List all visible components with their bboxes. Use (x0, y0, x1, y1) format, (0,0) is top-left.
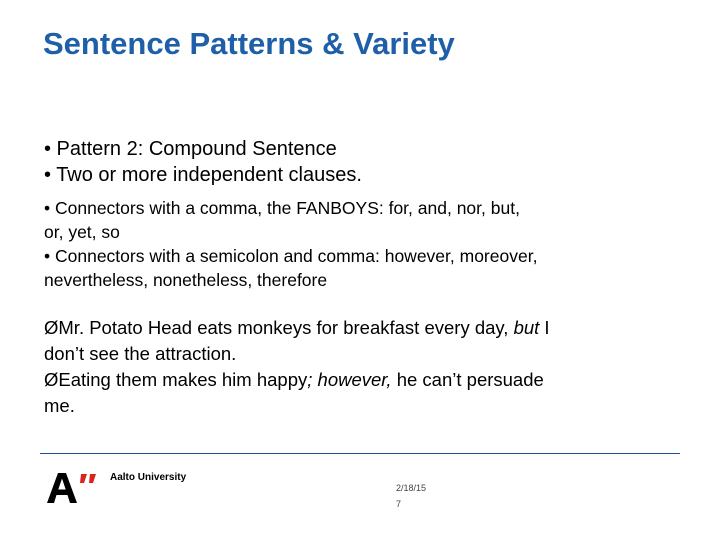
example-2-tail: he can’t persuade (391, 369, 544, 390)
example-1-text: ØMr. Potato Head eats monkeys for breakfast every day, (44, 317, 514, 338)
footer-date: 2/18/15 (396, 483, 427, 493)
bullet-fanboys-cont: or, yet, so (44, 222, 120, 242)
bullet-fanboys: • Connectors with a comma, the FANBOYS: for, and, nor, but, (44, 198, 520, 218)
bullet-semicolon: • Connectors with a semicolon and comma: however, moreover, (44, 246, 538, 266)
example-1-tail: I (539, 317, 550, 338)
bullet-semicolon-cont: nevertheless, nonetheless, therefore (44, 270, 328, 290)
example-2-line2: me. (44, 395, 75, 416)
example-2 (44, 367, 694, 393)
page-number: 7 (396, 499, 402, 509)
example-2-text: ØEating them makes him happy (44, 369, 308, 390)
example-1-line2: don’t see the attraction. (44, 343, 237, 364)
examples (44, 315, 694, 419)
example-1 (44, 315, 694, 341)
logo-text: Aalto University (110, 472, 187, 483)
connector-bullets (44, 196, 694, 292)
bullet-definition: • Two or more independent clauses. (44, 164, 362, 186)
slide-title: Sentence Patterns & Variety (43, 26, 455, 61)
example-1-emphasis: but (513, 317, 540, 338)
bullet-pattern: • Pattern 2: Compound Sentence (44, 138, 337, 160)
footer-divider (40, 453, 680, 454)
main-bullets (44, 136, 694, 188)
aalto-logo (45, 470, 105, 504)
example-2-emphasis: ; however, (307, 369, 392, 390)
